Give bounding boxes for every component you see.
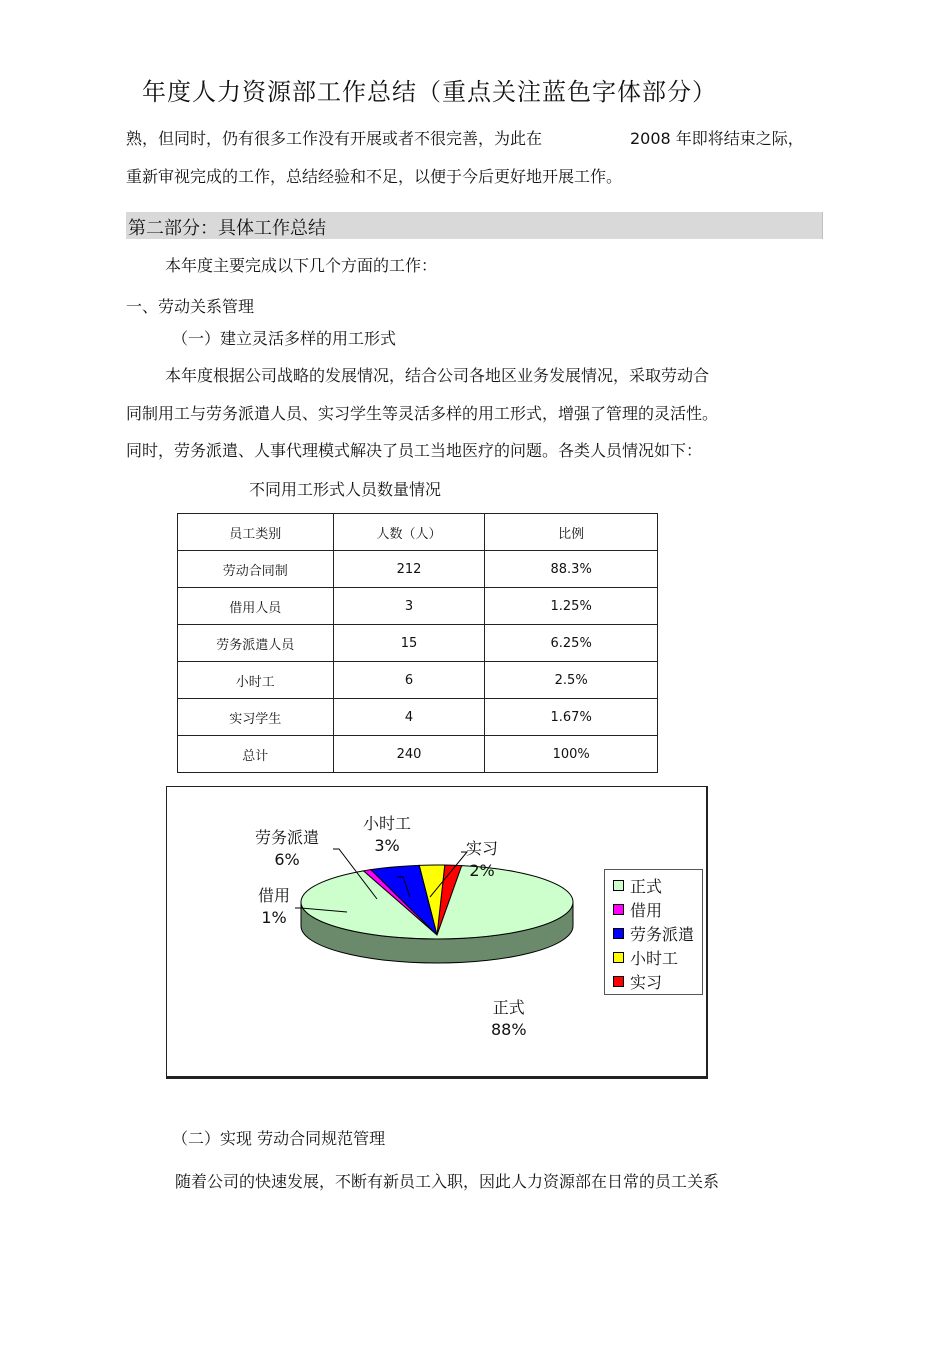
table-header-cell: 人数（人）: [333, 514, 485, 551]
table-cell: 88.3%: [485, 551, 658, 588]
legend-swatch: [613, 952, 624, 963]
pie-label-hourly: 小时工 3%: [363, 814, 412, 855]
subheading-contract-management: （二）实现 劳动合同规范管理: [172, 1129, 386, 1148]
table-row: [178, 699, 658, 736]
legend-swatch: [613, 904, 624, 915]
legend-swatch: [613, 976, 624, 987]
table-cell: 小时工: [178, 662, 334, 699]
table-cell: 劳务派遣人员: [178, 625, 334, 662]
table-cell: 100%: [485, 736, 658, 773]
chart-legend: 正式 借用 劳务派遣 小时工 实习: [604, 869, 703, 995]
table-cell: 1.67%: [485, 699, 658, 736]
body-line-3: 同时，劳务派遣、人事代理模式解决了员工当地医疗的问题。各类人员情况如下：: [126, 441, 703, 460]
heading-labor-relations: 一、劳动关系管理: [126, 297, 255, 316]
body-paragraph-2: 随着公司的快速发展，不断有新员工入职，因此人力资源部在日常的员工关系: [175, 1172, 720, 1191]
section-heading: 第二部分：具体工作总结: [128, 218, 326, 239]
table-cell: 212: [333, 551, 485, 588]
pie-label-borrowed: 借用 1%: [258, 886, 291, 927]
pie-label-dispatch: 劳务派遣 6%: [255, 828, 320, 869]
table-cell: 6: [333, 662, 485, 699]
intro-paragraph: 本年度主要完成以下几个方面的工作：: [165, 256, 438, 275]
intro-line-1b: 2008 年即将结束之际，: [630, 129, 804, 148]
pie-label-intern: 实习 2%: [466, 839, 499, 880]
table-cell: 6.25%: [485, 625, 658, 662]
table-header-cell: 比例: [485, 514, 658, 551]
intro-line-2: 重新审视完成的工作，总结经验和不足，以便于今后更好地开展工作。: [126, 167, 623, 186]
legend-swatch: [613, 880, 624, 891]
table-row: [178, 736, 658, 773]
table-header-row: [178, 514, 658, 551]
table-cell: 240: [333, 736, 485, 773]
body-line-2: 同制用工与劳务派遣人员、实习学生等灵活多样的用工形式，增强了管理的灵活性。: [126, 404, 719, 423]
pie-label-formal: 正式 88%: [491, 998, 527, 1039]
table-cell: 2.5%: [485, 662, 658, 699]
table-cell: 实习学生: [178, 699, 334, 736]
table-cell: 4: [333, 699, 485, 736]
document-title: 年度人力资源部工作总结（重点关注蓝色字体部分）: [142, 78, 717, 106]
employee-type-table: [177, 513, 658, 773]
legend-swatch: [613, 928, 624, 939]
table-cell: 借用人员: [178, 588, 334, 625]
table-row: [178, 662, 658, 699]
table-cell: 劳动合同制: [178, 551, 334, 588]
body-line-1: 本年度根据公司战略的发展情况，结合公司各地区业务发展情况，采取劳动合: [165, 366, 710, 385]
table-cell: 3: [333, 588, 485, 625]
pie-chart: [166, 786, 708, 1079]
table-cell: 1.25%: [485, 588, 658, 625]
table-row: [178, 625, 658, 662]
section-heading-bar: [126, 212, 823, 239]
table-cell: 总计: [178, 736, 334, 773]
subheading-flexible-employment: （一）建立灵活多样的用工形式: [172, 329, 397, 348]
table-cell: 15: [333, 625, 485, 662]
table-caption: 不同用工形式人员数量情况: [249, 480, 442, 499]
table-row: [178, 551, 658, 588]
intro-line-1a: 熟，但同时，仍有很多工作没有开展或者不很完善，为此在: [126, 129, 543, 148]
table-header-cell: 员工类别: [178, 514, 334, 551]
table-row: [178, 588, 658, 625]
